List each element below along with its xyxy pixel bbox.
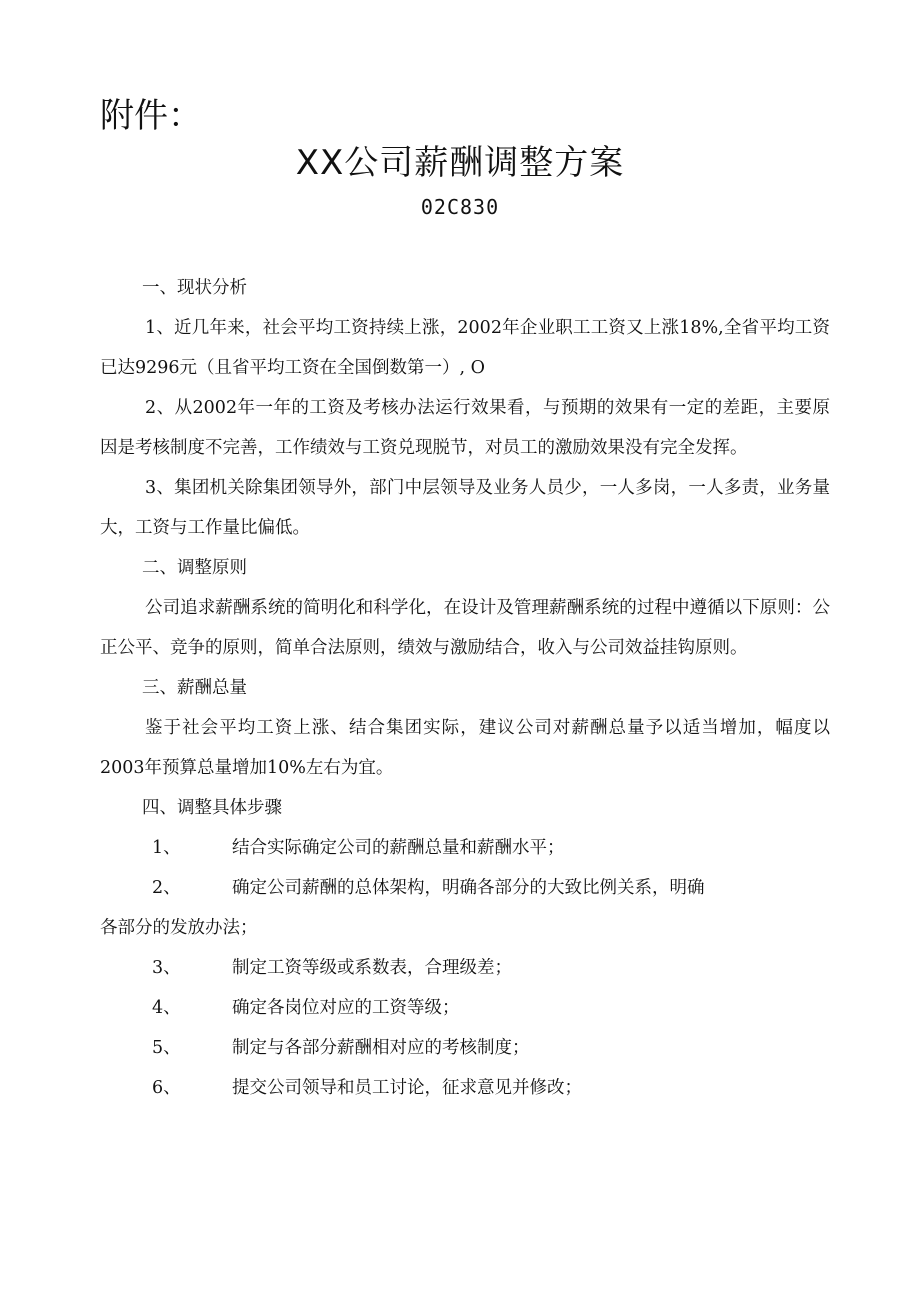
step-item: [100, 988, 830, 1028]
step-text-continuation: 各部分的发放办法；: [100, 918, 258, 938]
paragraph-status-2: 2、从2002年一年的工资及考核办法运行效果看，与预期的效果有一定的差距，主要原因是考核制度不完善，工作绩效与工资兑现脱节，对员工的激励效果没有完全发挥。: [100, 398, 830, 458]
step-number: 1、: [152, 838, 181, 858]
document-body: [100, 268, 830, 1108]
step-number: 4、: [152, 998, 181, 1018]
step-text: 提交公司领导和员工讨论，征求意见并修改；: [232, 1078, 582, 1098]
step-text: 确定各岗位对应的工资等级；: [232, 998, 460, 1018]
document-title: XX公司薪酬调整方案: [295, 143, 625, 183]
paragraph-principles: 公司追求薪酬系统的简明化和科学化，在设计及管理薪酬系统的过程中遵循以下原则：公正公平、竞争的原则，简单合法原则，绩效与激励结合，收入与公司效益挂钩原则。: [100, 598, 830, 658]
section-heading-steps: 四、调整具体步骤: [142, 798, 282, 818]
section-heading-status: 一、现状分析: [142, 278, 247, 298]
step-item: [100, 828, 830, 868]
section-heading-principles: 二、调整原则: [142, 558, 247, 578]
step-text: 制定工资等级或系数表，合理级差；: [232, 958, 512, 978]
section-heading-total: 三、薪酬总量: [142, 678, 247, 698]
step-text: 制定与各部分薪酬相对应的考核制度；: [232, 1038, 530, 1058]
step-number: 3、: [152, 958, 181, 978]
step-item: [100, 1068, 830, 1108]
attachment-label: 附件：: [100, 96, 202, 136]
step-item: [100, 868, 830, 908]
paragraph-status-3: 3、集团机关除集团领导外，部门中层领导及业务人员少，一人多岗，一人多责，业务量大，工资与工作量比偏低。: [100, 478, 830, 538]
document-code: 02C830: [420, 195, 500, 219]
step-number: 6、: [152, 1078, 181, 1098]
step-text: 结合实际确定公司的薪酬总量和薪酬水平；: [232, 838, 565, 858]
paragraph-status-1: 1、近几年来，社会平均工资持续上涨，2002年企业职工工资又上涨18%,全省平均工资已达9296元（且省平均工资在全国倒数第一）, O: [100, 318, 830, 378]
step-number: 2、: [152, 878, 181, 898]
step-number: 5、: [152, 1038, 181, 1058]
step-text: 确定公司薪酬的总体架构，明确各部分的大致比例关系，明确: [232, 878, 705, 898]
step-item: [100, 1028, 830, 1068]
paragraph-total: 鉴于社会平均工资上涨、结合集团实际，建议公司对薪酬总量予以适当增加，幅度以2003年预算总量增加10%左右为宜。: [100, 718, 830, 778]
step-item: [100, 948, 830, 988]
